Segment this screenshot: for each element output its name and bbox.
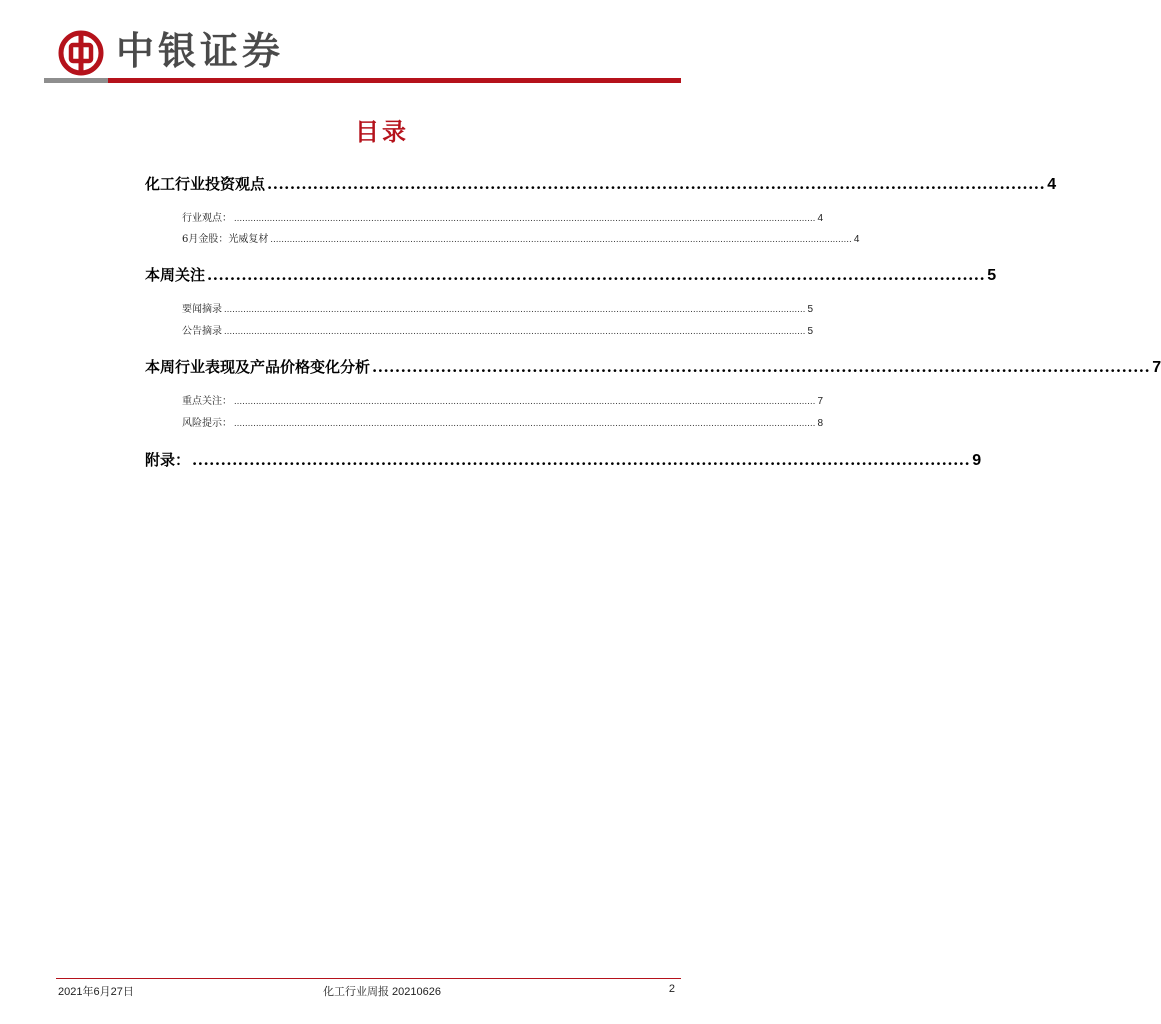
toc-entry[interactable] bbox=[182, 230, 860, 245]
toc-leader-dots: .................................................................................................................................................................................................................... bbox=[234, 419, 816, 428]
toc-leader-dots: ........................................................................................................................................ bbox=[267, 175, 1046, 193]
toc-entry[interactable] bbox=[145, 173, 1057, 194]
toc-entry[interactable] bbox=[145, 356, 1161, 377]
brand-name: 中银证券 bbox=[116, 28, 285, 73]
page-header bbox=[0, 0, 724, 90]
toc-entry[interactable] bbox=[182, 209, 824, 224]
toc-leader-dots: .................................................................................................................................................................................................................... bbox=[224, 305, 806, 314]
toc-entry-label: 行业观点： bbox=[182, 213, 232, 224]
toc-entry-page: 7 bbox=[817, 396, 824, 407]
toc-leader-dots: ........................................................................................................................................ bbox=[372, 358, 1151, 376]
footer-date: 2021年6月27日 bbox=[58, 986, 134, 998]
header-divider-gray bbox=[44, 78, 108, 83]
toc-entry-label: 6月金股：光威复材 bbox=[182, 234, 269, 245]
toc-entry-page: 5 bbox=[807, 304, 814, 315]
toc-entry[interactable] bbox=[182, 414, 824, 429]
toc-entry-label: 化工行业投资观点 bbox=[145, 175, 266, 193]
toc-entry[interactable] bbox=[182, 300, 814, 315]
toc-entry-label: 公告摘录 bbox=[182, 326, 222, 337]
toc-leader-dots: ........................................................................................................................................ bbox=[192, 451, 971, 469]
footer-divider bbox=[56, 978, 681, 979]
toc-entry[interactable] bbox=[145, 449, 982, 470]
toc-entry-label: 风险提示： bbox=[182, 418, 232, 429]
toc-entry[interactable] bbox=[145, 264, 997, 285]
toc-entry-label: 附录： bbox=[145, 451, 191, 469]
toc-entry-page: 5 bbox=[987, 267, 997, 284]
bank-of-china-logo-icon bbox=[58, 30, 104, 76]
toc-entry-page: 4 bbox=[1047, 176, 1057, 193]
toc-leader-dots: .................................................................................................................................................................................................................... bbox=[224, 327, 806, 336]
footer-page-number: 2 bbox=[668, 983, 675, 995]
toc-leader-dots: .................................................................................................................................................................................................................... bbox=[234, 397, 816, 406]
toc-entry-page: 7 bbox=[1152, 359, 1161, 376]
toc-leader-dots: .................................................................................................................................................................................................................... bbox=[234, 214, 816, 223]
toc-entry-page: 9 bbox=[972, 452, 982, 469]
toc-entry-page: 8 bbox=[817, 418, 824, 429]
footer-report-title: 化工行业周报 20210626 bbox=[323, 986, 441, 998]
toc-entry-label: 本周关注 bbox=[145, 266, 206, 284]
toc-leader-dots: ........................................................................................................................................ bbox=[207, 266, 986, 284]
toc-leader-dots: .................................................................................................................................................................................................................... bbox=[270, 235, 852, 244]
toc-entry-label: 重点关注： bbox=[182, 396, 232, 407]
toc-entry-label: 要闻摘录 bbox=[182, 304, 222, 315]
toc-entry[interactable] bbox=[182, 392, 824, 407]
toc-entry[interactable] bbox=[182, 322, 814, 337]
toc-entry-label: 本周行业表现及产品价格变化分析 bbox=[145, 358, 371, 376]
toc-entry-page: 4 bbox=[853, 234, 860, 245]
header-divider-red bbox=[108, 78, 681, 83]
toc-entry-page: 4 bbox=[817, 213, 824, 224]
toc-title: 目录 bbox=[355, 117, 409, 146]
toc-entry-page: 5 bbox=[807, 326, 814, 337]
